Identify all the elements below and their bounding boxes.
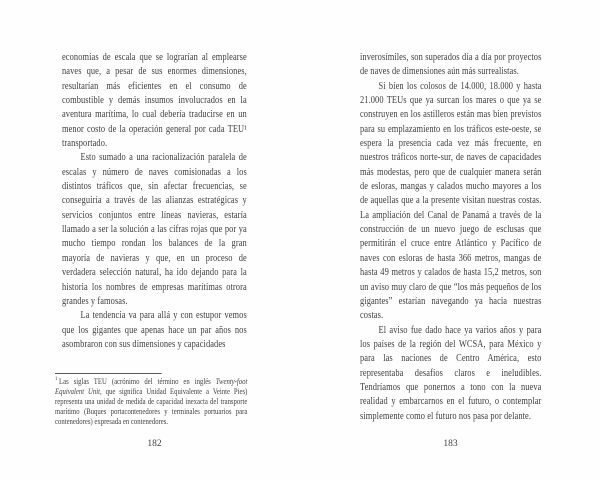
footnote-text-lead: Las siglas TEU (acrónimo del término en inglés [58, 377, 216, 386]
footnote-text-tail: , que significa Unidad Equivalente a Veinte Pies) representa una unidad de medida de capacidad inexacta del transporte marítimo (Buques portacontenedores y terminales portuarios para contenedores) expresada en contenedores. [55, 387, 248, 426]
footnote-text [55, 377, 247, 427]
page-left-text [62, 51, 247, 352]
page-number-right: 183 [443, 439, 458, 449]
paragraph: La tendencia va para allá y con estupor vemos que los gigantes que apenas hace un par años nos asombraron con sus dimensiones y capacidades [62, 310, 247, 350]
paragraph: El aviso fue dado hace ya varios años y para los países de la región del WCSA, para México y para las naciones de Centro América, esto representaba desafíos claros e ineludibles. Tendríamos que ponernos a tono con la nueva realidad y embarcarnos en el futuro, o contemplar simplemente como el futuro nos pasa por delante. [360, 324, 542, 422]
paragraph: inverosímiles, son superados día a día por proyectos de naves de dimensiones aún más surrealistas. [360, 52, 542, 78]
footnote [55, 373, 247, 427]
footnote-divider [55, 373, 162, 374]
footnote-text-italic: Twenty-foot Equivalent Unit [55, 377, 248, 396]
page-right-text [360, 51, 541, 424]
paragraph: Esto sumado a una racionalización paralela de escalas y número de naves comisionadas a los distintos tráficos que, sin afectar frecuencias, se conseguiría a través de las alianzas estratégicas y servicios conjuntos entre líneas navieras, estaría llamado a ser la solución a las cifras rojas que por ya mucho tiempo rondan los balances de la gran mayoría de navieras y que, en un proceso de verdadera selección natural, ha ido dejando para la historia los nombres de empresas marítimas otrora grandes y famosas. [62, 152, 247, 307]
footnote-marker: 1 [55, 376, 58, 383]
paragraph: Si bien los colosos de 14.000, 18.000 y hasta 21.000 TEUs que ya surcan los mares o que ya se construyen en los astilleros están mas bien previstos para su emplazamiento en los tráficos este-oeste, se espera la presencia cada vez más frecuente, en nuestros tráficos norte-sur, de naves de capacidades más modestas, pero que de cualquier manera serán de esloras, mangas y calados mucho mayores a los de aquellas que a la presente visitan nuestras costas. La ampliación del Canal de Panamá a través de la construcción de un nuevo juego de esclusas que permitirán el cruce entre Atlántico y Pacífico de naves con esloras de hasta 366 metros, mangas de hasta 49 metros y calados de hasta 15,2 metros, son un aviso muy claro de que “los más pequeños de los gigantes” estarían navegando ya hacia nuestras costas. [360, 80, 542, 322]
paragraph: economías de escala que se lograrían al emplearse naves que, a pesar de sus enormes dimensiones, resultarían más eficientes en el consumo de combustible y demás insumos involucrados en la aventura marítima, lo cual debería traducirse en un menor costo de la operación general por cada TEU¹ transportado. [62, 52, 247, 150]
page-number-left: 182 [147, 439, 162, 449]
